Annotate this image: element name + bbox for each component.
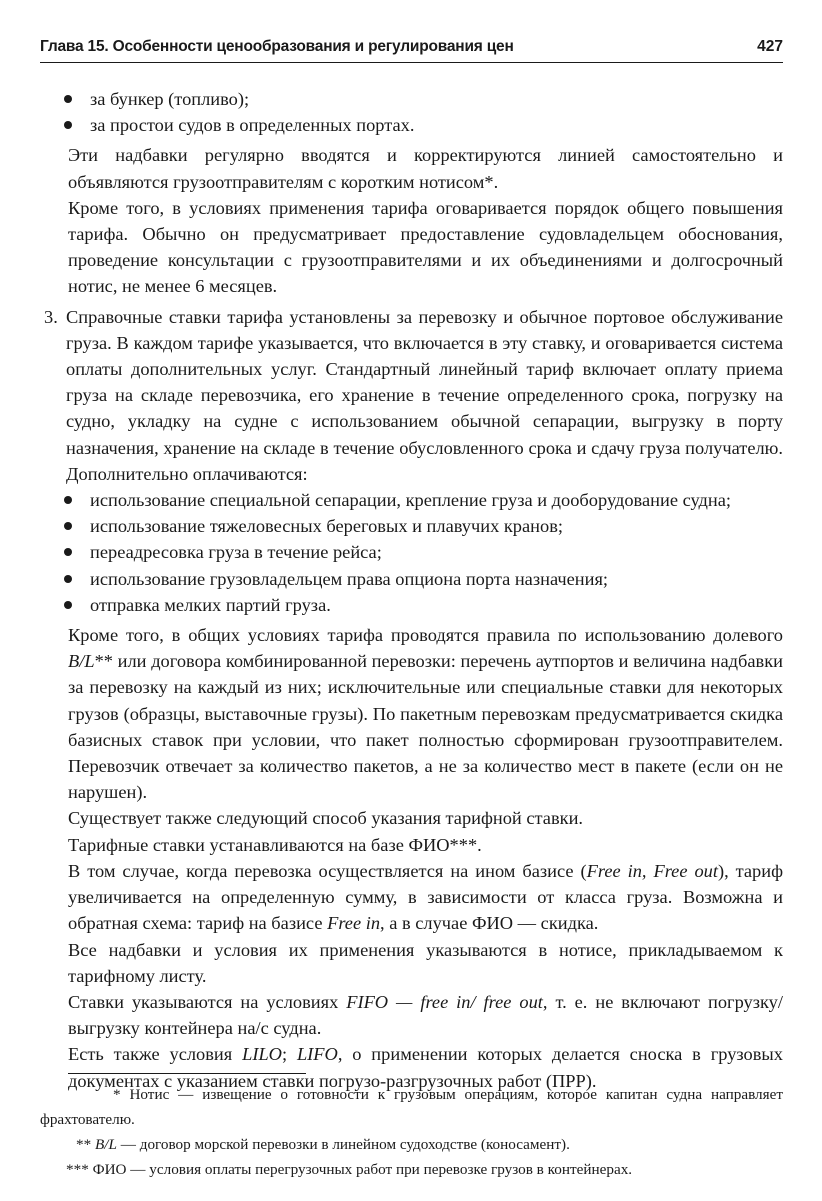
page-body — [44, 86, 783, 1094]
item-text: Справочные ставки тарифа установлены за перевозку и обычное портовое обслуживание груза. В каждом тарифе указывается, что включается в эту ставку, и оговаривается система оплаты дополнительных услуг. Стандартный линейный тариф включает оплату приема груза на складе перевозчика, его хранение в течение определенного срока, погрузку на судно, укладку на судне с использованием обычной сепарации, выгрузку в порту назначения, хранение на складе в течение обусловленного срока и сдачу груза получателю. Дополнительно оплачиваются: — [66, 306, 783, 484]
paragraph — [68, 858, 783, 937]
term: Free in — [327, 913, 381, 934]
list-item: за простои судов в определенных портах. — [44, 112, 783, 138]
bullet-list-extra — [68, 487, 783, 618]
footnotes — [40, 1082, 783, 1182]
term: LIFO — [296, 1044, 338, 1065]
paragraph — [68, 989, 783, 1041]
text-run: ** или договора комбинированной перевозки: перечень аутпортов и величина надбавки за перевозку на каждый из них; исключительные или специальные ставки для некоторых грузов (образцы, выставочные грузы). По пакетным перевозкам предусматривается скидка базисных ставок при условии, что пакет полностью сформирован грузоотправителем. Перевозчик отвечает за количество пакетов, а не за количество мест в пакете (если он не нарушен). — [68, 651, 783, 803]
list-item: использование грузовладельцем права опциона порта назначения; — [44, 566, 783, 592]
term: FIFO — free in/ free out — [346, 991, 543, 1012]
text-run: В том случае, когда перевозка осуществляется на ином базисе ( — [68, 860, 587, 881]
numbered-item — [44, 304, 783, 487]
text-run: ), тариф увеличивается на определенную сумму, в зависимости от класса груза. Возможна и обратная схема: тариф на базисе — [68, 860, 783, 934]
text-run: ; — [281, 1044, 297, 1065]
footnote: *** ФИО — условия оплаты перегрузочных работ при перевозке грузов в контейнерах. — [66, 1161, 633, 1178]
list-item: отправка мелких партий груза. — [44, 592, 783, 618]
list-item: использование специальной сепарации, крепление груза и дооборудование судна; — [44, 487, 783, 513]
list-item: переадресовка груза в течение рейса; — [44, 539, 783, 565]
footnote-divider — [68, 1073, 306, 1074]
footnote: * Нотис — извещение о готовности к грузовым операциям, которое капитан судна направляет фрахтователю. — [40, 1086, 783, 1128]
paragraph: Тарифные ставки устанавливаются на базе ФИО***. — [68, 834, 482, 855]
list-item: использование тяжеловесных береговых и плавучих кранов; — [44, 513, 783, 539]
text-run: Ставки указываются на условиях — [68, 991, 347, 1012]
text-run: Есть также условия — [68, 1044, 243, 1065]
paragraph — [68, 622, 783, 805]
bl-term: B/L — [68, 651, 95, 672]
text-run: Кроме того, в общих условиях тарифа проводятся правила по использованию долевого — [68, 625, 783, 646]
paragraph: Существует также следующий способ указания тарифной ставки. — [68, 808, 584, 829]
chapter-title: Глава 15. Особенности ценообразования и регулирования цен — [40, 38, 514, 55]
list-item: за бункер (топливо); — [44, 86, 783, 112]
running-header — [40, 38, 783, 63]
footnote — [40, 1132, 783, 1157]
paragraph: Эти надбавки регулярно вводятся и корректируются линией самостоятельно и объявляются грузоотправителям с коротким нотисом*. — [68, 145, 783, 192]
paragraph: Кроме того, в условиях применения тарифа оговаривается порядок общего повышения тарифа. Обычно он предусматривает предоставление судовладельцем обоснования, проведение консультации с грузоотправителями и их объединениями и долгосрочный нотис, не менее 6 месяцев. — [68, 197, 783, 297]
bullet-list-top — [68, 86, 783, 138]
term: LILO — [242, 1044, 282, 1065]
item-number: 3. — [44, 306, 58, 327]
bl-term: B/L — [94, 1136, 117, 1153]
text-run: , а в случае ФИО — скидка. — [380, 913, 599, 934]
page-number: 427 — [757, 38, 783, 55]
text-run: , о применении которых делается сноска в грузовых документах с указанием ставки погрузо-разгрузочных работ (ПРР). — [68, 1044, 783, 1091]
text-run: ** — [76, 1136, 95, 1153]
text-run: , т. е. не включают погрузку/выгрузку контейнера на/с судна. — [68, 991, 783, 1039]
paragraph: Все надбавки и условия их применения указываются в нотисе, прикладываемом к тарифному листу. — [68, 939, 783, 986]
text-run: — договор морской перевозки в линейном судоходстве (коносамент). — [116, 1136, 570, 1153]
term: Free in, Free out — [586, 860, 718, 881]
